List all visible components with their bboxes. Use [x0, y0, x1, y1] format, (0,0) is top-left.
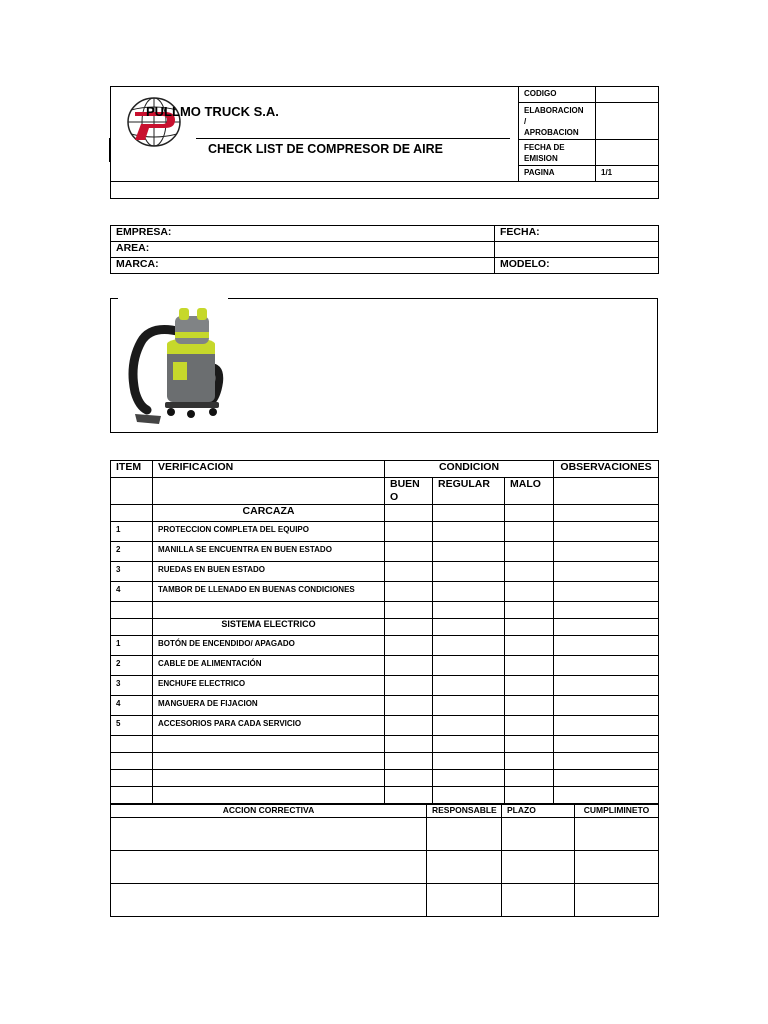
table-row [111, 787, 659, 804]
company-name: PULLMO TRUCK S.A. [146, 104, 279, 119]
regular-cell[interactable] [433, 522, 505, 542]
image-box-top-border [228, 298, 658, 299]
regular-cell[interactable] [433, 582, 505, 602]
item-text: PROTECCION COMPLETA DEL EQUIPO [153, 522, 385, 542]
item-number: 3 [111, 562, 153, 582]
bueno-cell[interactable] [385, 636, 433, 656]
malo-cell[interactable] [505, 696, 554, 716]
fecha-emision-label: FECHA DE EMISION [519, 140, 596, 166]
bueno-cell[interactable] [385, 676, 433, 696]
col-condicion-header: CONDICION [385, 461, 554, 478]
corrective-actions-table [110, 804, 659, 917]
elaboracion-label: ELABORACION / APROBACION [519, 102, 596, 140]
regular-cell[interactable] [433, 716, 505, 736]
table-row [111, 582, 659, 602]
item-number: 5 [111, 716, 153, 736]
table-row [111, 818, 659, 851]
malo-cell[interactable] [505, 542, 554, 562]
title-left-bar [109, 138, 111, 162]
item-text: MANILLA SE ENCUENTRA EN BUEN ESTADO [153, 542, 385, 562]
malo-cell[interactable] [505, 636, 554, 656]
image-box-top-left-border [110, 298, 118, 299]
regular-cell[interactable] [433, 542, 505, 562]
bueno-cell[interactable] [385, 522, 433, 542]
bueno-cell[interactable] [385, 696, 433, 716]
modelo-field[interactable]: MODELO: [495, 258, 659, 274]
col-item-header: ITEM [111, 461, 153, 478]
item-text: BOTÓN DE ENCENDIDO/ APAGADO [153, 636, 385, 656]
observaciones-cell[interactable] [554, 636, 659, 656]
title-divider [196, 138, 510, 139]
col-regular-header: REGULAR [433, 478, 505, 505]
fecha-field[interactable]: FECHA: [495, 226, 659, 242]
table-row [111, 602, 659, 619]
section-carcaza: CARCAZA [153, 505, 385, 522]
item-text: ENCHUFE ELECTRICO [153, 676, 385, 696]
col-malo-header: MALO [505, 478, 554, 505]
table-row [111, 656, 659, 676]
bueno-cell[interactable] [385, 582, 433, 602]
item-text: RUEDAS EN BUEN ESTADO [153, 562, 385, 582]
malo-cell[interactable] [505, 656, 554, 676]
table-row [111, 770, 659, 787]
section-blank [111, 505, 153, 522]
section-sistema-electrico: SISTEMA ELECTRICO [153, 619, 385, 636]
regular-cell[interactable] [433, 676, 505, 696]
observaciones-cell[interactable] [554, 696, 659, 716]
item-number: 2 [111, 656, 153, 676]
table-row [111, 716, 659, 736]
regular-cell[interactable] [433, 562, 505, 582]
col-bueno-header: BUEN O [385, 478, 433, 505]
col-verificacion-header: VERIFICACION [153, 461, 385, 478]
wet-dry-vacuum-icon [121, 302, 231, 430]
header-blank-row [111, 182, 659, 199]
checklist-table [110, 460, 659, 804]
malo-cell[interactable] [505, 676, 554, 696]
empresa-field[interactable]: EMPRESA: [111, 226, 495, 242]
fecha-emision-value[interactable] [596, 140, 659, 166]
observaciones-cell[interactable] [554, 676, 659, 696]
item-number: 1 [111, 636, 153, 656]
regular-cell[interactable] [433, 696, 505, 716]
subheader-blank [111, 478, 153, 505]
table-row [111, 736, 659, 753]
responsable-header: RESPONSABLE [427, 805, 502, 818]
observaciones-cell[interactable] [554, 716, 659, 736]
item-text: ACCESORIOS PARA CADA SERVICIO [153, 716, 385, 736]
accion-correctiva-header: ACCION CORRECTIVA [111, 805, 427, 818]
bueno-cell[interactable] [385, 716, 433, 736]
subheader-blank [153, 478, 385, 505]
bueno-cell[interactable] [385, 656, 433, 676]
pagina-label: PAGINA [519, 166, 596, 182]
codigo-label: CODIGO [519, 87, 596, 103]
table-row [111, 542, 659, 562]
malo-cell[interactable] [505, 562, 554, 582]
item-text: MANGUERA DE FIJACION [153, 696, 385, 716]
elaboracion-value[interactable] [596, 102, 659, 140]
table-row [111, 696, 659, 716]
regular-cell[interactable] [433, 636, 505, 656]
info-table [110, 225, 659, 274]
table-row [111, 753, 659, 770]
item-text: TAMBOR DE LLENADO EN BUENAS CONDICIONES [153, 582, 385, 602]
item-number: 3 [111, 676, 153, 696]
area-field[interactable]: AREA: [111, 242, 495, 258]
item-number: 1 [111, 522, 153, 542]
section-blank [111, 619, 153, 636]
bueno-cell[interactable] [385, 542, 433, 562]
table-row [111, 562, 659, 582]
malo-cell[interactable] [505, 522, 554, 542]
malo-cell[interactable] [505, 716, 554, 736]
observaciones-cell[interactable] [554, 522, 659, 542]
table-row [111, 676, 659, 696]
observaciones-cell[interactable] [554, 562, 659, 582]
item-number: 4 [111, 582, 153, 602]
observaciones-cell[interactable] [554, 656, 659, 676]
area-blank [495, 242, 659, 258]
item-text: CABLE DE ALIMENTACIÓN [153, 656, 385, 676]
subheader-blank [554, 478, 659, 505]
table-row [111, 636, 659, 656]
observaciones-cell[interactable] [554, 582, 659, 602]
pagina-value: 1/1 [596, 166, 659, 182]
codigo-value[interactable] [596, 87, 659, 103]
document-title: CHECK LIST DE COMPRESOR DE AIRE [208, 142, 443, 156]
table-row [111, 522, 659, 542]
regular-cell[interactable] [433, 656, 505, 676]
table-row [111, 884, 659, 917]
plazo-header: PLAZO [502, 805, 575, 818]
equipment-image-box [110, 298, 658, 433]
section2-rows [111, 636, 659, 804]
section1-rows [111, 522, 659, 619]
table-row [111, 851, 659, 884]
malo-cell[interactable] [505, 582, 554, 602]
bueno-cell[interactable] [385, 562, 433, 582]
observaciones-cell[interactable] [554, 542, 659, 562]
cumplimiento-header: CUMPLIMINETO [575, 805, 659, 818]
marca-field[interactable]: MARCA: [111, 258, 495, 274]
item-number: 2 [111, 542, 153, 562]
item-number: 4 [111, 696, 153, 716]
col-observaciones-header: OBSERVACIONES [554, 461, 659, 478]
